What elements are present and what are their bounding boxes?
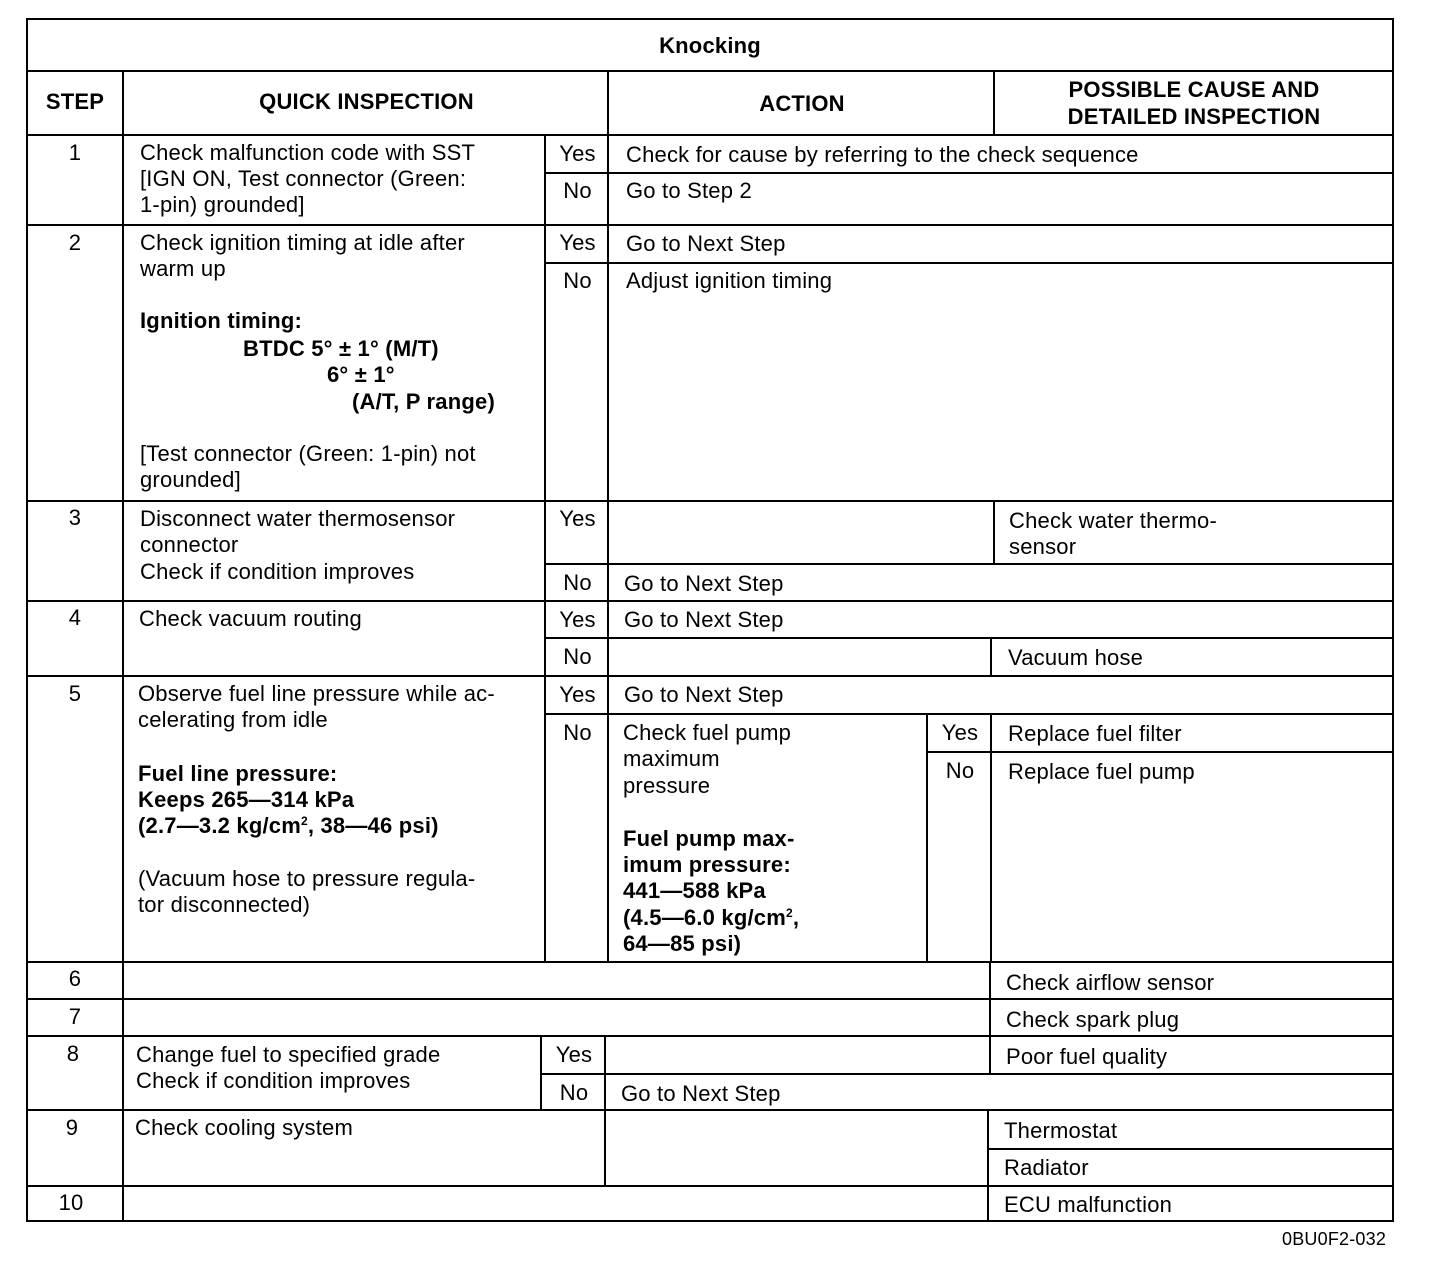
step-number: 3 bbox=[68, 505, 82, 530]
step-number: 2 bbox=[68, 230, 82, 255]
r5-yes-no-divider bbox=[544, 713, 1394, 715]
answer-no: No bbox=[559, 1080, 589, 1105]
row-sep-9-10 bbox=[26, 1185, 1394, 1187]
inspection-text: connector bbox=[140, 532, 239, 557]
spec-label: Fuel line pressure: bbox=[138, 761, 338, 786]
step-number: 1 bbox=[68, 140, 82, 165]
step-number: 7 bbox=[68, 1004, 82, 1029]
inspection-text: Check malfunction code with SST bbox=[140, 140, 476, 165]
header-possible-cause-line1: POSSIBLE CAUSE AND bbox=[1068, 77, 1320, 102]
action-text: Go to Next Step bbox=[624, 682, 784, 707]
spec-value: 64—85 psi) bbox=[623, 931, 742, 956]
figure-code: 0BU0F2-032 bbox=[1282, 1229, 1387, 1249]
row-sep-8-9 bbox=[26, 1109, 1394, 1111]
spec-value: Keeps 265—314 kPa bbox=[138, 787, 355, 812]
step-number: 6 bbox=[68, 966, 82, 991]
table-border-right bbox=[1392, 18, 1394, 1222]
step-column-sep bbox=[122, 134, 124, 1222]
spec-label: Fuel pump max- bbox=[623, 826, 795, 851]
inspection-note: tor disconnected) bbox=[138, 892, 311, 917]
cause-text: Check spark plug bbox=[1006, 1007, 1180, 1032]
answer-yes: Yes bbox=[559, 230, 596, 255]
header-action: ACTION bbox=[759, 91, 845, 116]
cause-text: Check airflow sensor bbox=[1006, 970, 1215, 995]
table-title: Knocking bbox=[659, 33, 761, 58]
action-text: maximum bbox=[623, 746, 720, 771]
inspection-text: warm up bbox=[140, 256, 226, 281]
r10-cause-sep bbox=[987, 1185, 989, 1222]
inspection-text: Check cooling system bbox=[135, 1115, 353, 1140]
r8-yes-no-divider bbox=[540, 1073, 1394, 1075]
action-text: Go to Step 2 bbox=[626, 178, 752, 203]
inspection-text: Observe fuel line pressure while ac- bbox=[138, 681, 495, 706]
step-number: 4 bbox=[68, 605, 82, 630]
inspection-note: grounded] bbox=[140, 467, 241, 492]
action-text: Adjust ignition timing bbox=[626, 268, 833, 293]
action-text: Go to Next Step bbox=[624, 607, 784, 632]
spec-value: BTDC 5° ± 1° (M/T) bbox=[243, 336, 439, 361]
r4-yes-no-divider bbox=[544, 637, 1394, 639]
spec-label: imum pressure: bbox=[623, 852, 791, 877]
header-possible-cause-line2: DETAILED INSPECTION bbox=[1067, 104, 1321, 129]
step-number: 8 bbox=[66, 1041, 80, 1066]
spec-value: 6° ± 1° bbox=[327, 362, 395, 387]
inspection-text: celerating from idle bbox=[138, 707, 328, 732]
cause-text: Replace fuel filter bbox=[1008, 721, 1182, 746]
step-number: 5 bbox=[68, 681, 82, 706]
inspection-note: [Test connector (Green: 1-pin) not bbox=[140, 441, 476, 466]
answer-no: No bbox=[563, 570, 592, 595]
sub-answer-no: No bbox=[945, 758, 975, 783]
r9-inspection-sep bbox=[604, 1109, 606, 1187]
action-text: Check fuel pump bbox=[623, 720, 792, 745]
answer-yes: Yes bbox=[559, 682, 596, 707]
cause-text: Radiator bbox=[1004, 1155, 1089, 1180]
action-text: Go to Next Step bbox=[624, 571, 784, 596]
r5-sub-yes-no-divider bbox=[926, 751, 1394, 753]
r6-cause-sep bbox=[989, 961, 991, 1037]
r2-yes-no-divider bbox=[544, 262, 1394, 264]
answer-no: No bbox=[563, 644, 592, 669]
r8-action-cause-sep bbox=[989, 1035, 991, 1074]
r3-action-cause-sep bbox=[993, 500, 995, 565]
r9-cause-divider bbox=[987, 1148, 1394, 1150]
inspection-text: 1-pin) grounded] bbox=[140, 192, 305, 217]
cause-text: Vacuum hose bbox=[1008, 645, 1144, 670]
inspection-text: Check if condition improves bbox=[136, 1068, 411, 1093]
answer-yes: Yes bbox=[559, 506, 596, 531]
header-quick-inspection: QUICK INSPECTION bbox=[259, 89, 474, 114]
cause-text: Poor fuel quality bbox=[1006, 1044, 1168, 1069]
spec-label: Ignition timing: bbox=[140, 308, 303, 333]
inspection-text: Change fuel to specified grade bbox=[136, 1042, 441, 1067]
cause-text: ECU malfunction bbox=[1004, 1192, 1173, 1217]
spec-value: (2.7—3.2 $kg/cm^2$, 38—46 psi) bbox=[138, 813, 439, 838]
r3-yes-no-divider bbox=[544, 563, 1394, 565]
cause-text: Replace fuel pump bbox=[1008, 759, 1195, 784]
row-sep-2-3 bbox=[26, 500, 1394, 502]
action-text: pressure bbox=[623, 773, 711, 798]
header-divider bbox=[26, 134, 1394, 136]
inspection-text: Check if condition improves bbox=[140, 559, 415, 584]
action-text: Check for cause by referring to the check sequence bbox=[626, 142, 1139, 167]
answer-yes: Yes bbox=[559, 607, 596, 632]
cause-text: sensor bbox=[1009, 534, 1077, 559]
answer-sep-r1-5 bbox=[607, 134, 609, 963]
r4-action-cause-sep bbox=[990, 637, 992, 677]
answer-yes: Yes bbox=[559, 141, 596, 166]
spec-value: (A/T, P range) bbox=[352, 389, 495, 414]
inspection-text: Check ignition timing at idle after bbox=[140, 230, 465, 255]
table-border-bottom bbox=[26, 1220, 1394, 1222]
inspection-text: Disconnect water thermosensor bbox=[140, 506, 456, 531]
answer-yes: Yes bbox=[555, 1042, 593, 1067]
action-text: Go to Next Step bbox=[621, 1081, 781, 1106]
inspection-sep-r1-5 bbox=[544, 134, 546, 963]
spec-value: (4.5—6.0 $kg/cm^2$, bbox=[623, 905, 800, 930]
row-sep-5-6 bbox=[26, 961, 1394, 963]
step-number: 9 bbox=[65, 1115, 79, 1140]
r1-yes-no-divider bbox=[544, 172, 1394, 174]
row-sep-1-2 bbox=[26, 224, 1394, 226]
inspection-note: (Vacuum hose to pressure regula- bbox=[138, 866, 476, 891]
sub-answer-yes: Yes bbox=[941, 720, 979, 745]
inspection-text: Check vacuum routing bbox=[139, 606, 362, 631]
action-text: Go to Next Step bbox=[626, 231, 786, 256]
inspection-text: [IGN ON, Test connector (Green: bbox=[140, 166, 467, 191]
header-step: STEP bbox=[45, 89, 105, 114]
row-sep-4-5 bbox=[26, 675, 1394, 677]
title-divider bbox=[26, 70, 1394, 72]
step-number: 10 bbox=[58, 1190, 84, 1215]
answer-no: No bbox=[563, 720, 592, 745]
row-sep-3-4 bbox=[26, 600, 1394, 602]
row-sep-7-8 bbox=[26, 1035, 1394, 1037]
table-border-top bbox=[26, 18, 1394, 20]
spec-value: 441—588 kPa bbox=[623, 878, 766, 903]
answer-no: No bbox=[563, 178, 592, 203]
row-sep-6-7 bbox=[26, 998, 1394, 1000]
cause-text: Thermostat bbox=[1004, 1118, 1118, 1143]
answer-no: No bbox=[563, 268, 592, 293]
cause-text: Check water thermo- bbox=[1009, 508, 1217, 533]
